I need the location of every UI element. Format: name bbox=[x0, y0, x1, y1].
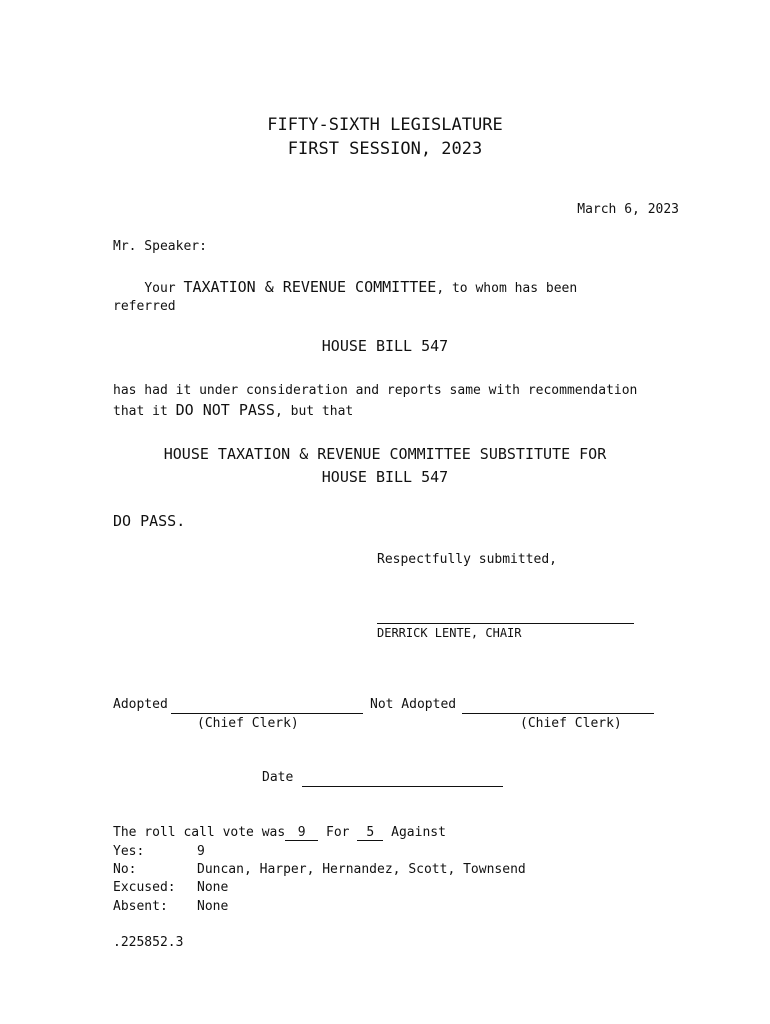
adopted-signature-line bbox=[171, 713, 363, 714]
consideration-line: has had it under consideration and reports same with recommendation bbox=[113, 383, 638, 398]
consideration-line-2 bbox=[113, 401, 353, 419]
intro-suffix: , to whom has been bbox=[436, 281, 578, 296]
not-adopted-label: Not Adopted bbox=[370, 697, 457, 712]
vote-row-yes-value: 9 bbox=[197, 844, 205, 859]
intro-line bbox=[113, 278, 577, 296]
consideration-prefix: that it bbox=[113, 404, 176, 419]
document-code: .225852.3 bbox=[113, 935, 184, 950]
roll-call-line bbox=[113, 825, 446, 841]
substitute-title-line-2: HOUSE BILL 547 bbox=[321, 468, 449, 486]
date-label: Date bbox=[262, 770, 294, 785]
against-label: Against bbox=[391, 825, 446, 840]
adopted-label: Adopted bbox=[113, 697, 168, 712]
substitute-title-line-1: HOUSE TAXATION & REVENUE COMMITTEE SUBSTITUTE FOR bbox=[163, 445, 607, 463]
vote-row-no-value: Duncan, Harper, Hernandez, Scott, Townsend bbox=[197, 862, 526, 877]
vote-row-absent-label: Absent: bbox=[113, 899, 168, 914]
indent bbox=[113, 281, 144, 296]
intro-prefix: Your bbox=[144, 281, 184, 296]
committee-name: TAXATION & REVENUE COMMITTEE bbox=[183, 278, 437, 296]
intro-line-2: referred bbox=[113, 299, 176, 314]
roll-call-intro: The roll call vote was bbox=[113, 825, 286, 840]
vote-row-absent-value: None bbox=[197, 899, 229, 914]
against-count: 5 bbox=[357, 825, 383, 841]
salutation: Mr. Speaker: bbox=[113, 239, 207, 254]
vote-row-excused-label: Excused: bbox=[113, 880, 176, 895]
vote-row-excused-value: None bbox=[197, 880, 229, 895]
chief-clerk-left: (Chief Clerk) bbox=[197, 716, 299, 731]
vote-row-yes-label: Yes: bbox=[113, 844, 145, 859]
for-label: For bbox=[326, 825, 350, 840]
chair-name: DERRICK LENTE, CHAIR bbox=[377, 626, 522, 640]
report-date: March 6, 2023 bbox=[577, 202, 679, 217]
vote-row-no-label: No: bbox=[113, 862, 137, 877]
session-heading: FIRST SESSION, 2023 bbox=[287, 139, 483, 159]
not-adopted-signature-line bbox=[462, 713, 654, 714]
bill-title: HOUSE BILL 547 bbox=[321, 337, 449, 355]
closing: Respectfully submitted, bbox=[377, 552, 558, 567]
signature-line bbox=[377, 623, 634, 624]
consideration-suffix: , but that bbox=[274, 404, 354, 419]
legislature-heading: FIFTY-SIXTH LEGISLATURE bbox=[267, 115, 503, 135]
date-signature-line bbox=[302, 786, 503, 787]
verdict: DO PASS. bbox=[113, 512, 186, 530]
recommendation: DO NOT PASS bbox=[175, 401, 275, 419]
chief-clerk-right: (Chief Clerk) bbox=[520, 716, 622, 731]
for-count: 9 bbox=[285, 825, 318, 841]
